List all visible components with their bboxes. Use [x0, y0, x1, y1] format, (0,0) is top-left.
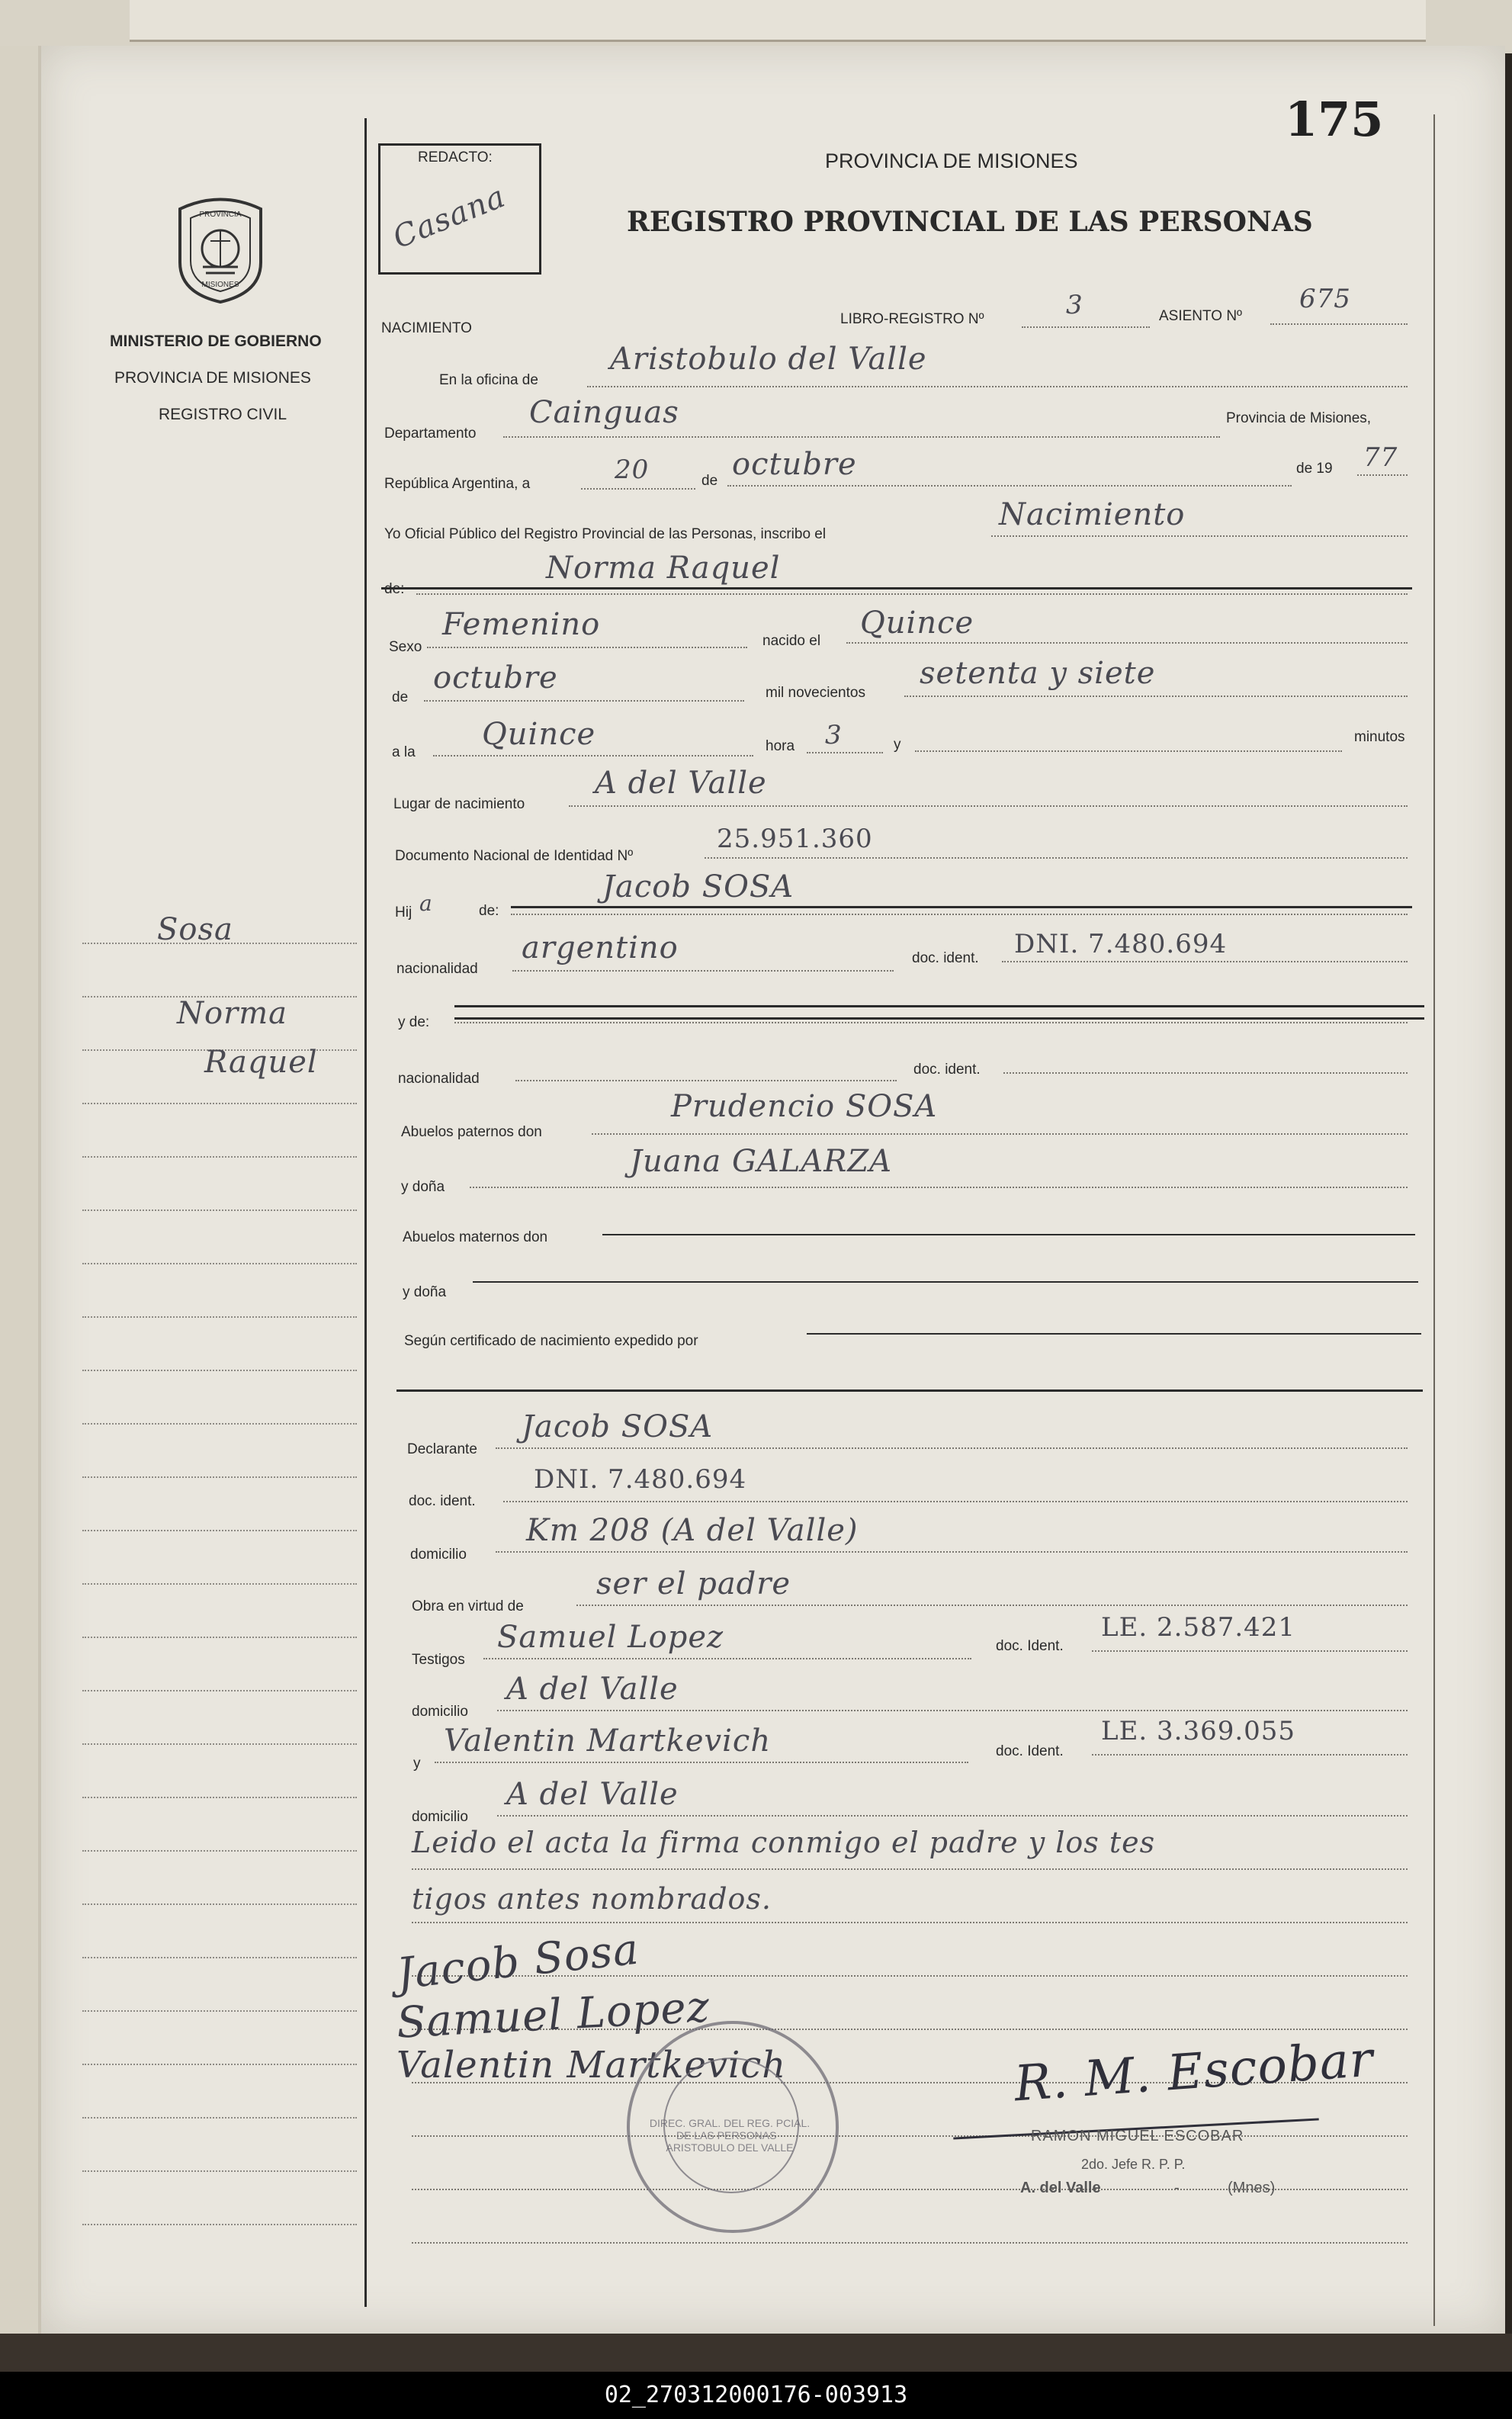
ab-pat-rule	[592, 1133, 1408, 1135]
declarante-value: Jacob SOSA	[522, 1409, 714, 1444]
official-name: RAMON MIGUEL ESCOBAR	[1031, 2128, 1244, 2144]
sexo-value: Femenino	[442, 607, 601, 642]
libro-rule	[1022, 326, 1150, 328]
obra-rule	[576, 1605, 1408, 1606]
padre-divider	[511, 906, 1412, 908]
margin-rule	[82, 1903, 357, 1905]
margin-note-surname: Sosa	[157, 912, 233, 947]
madre-rule	[454, 1022, 1408, 1023]
ministry-line-3: REGISTRO CIVIL	[159, 406, 287, 423]
margin-rule	[82, 1850, 357, 1852]
closing-line-1: Leido el acta la firma conmigo el padre y los tes	[412, 1826, 1156, 1859]
form-left-border	[364, 118, 367, 2307]
domicilio-rule	[496, 1551, 1408, 1553]
sexo-rule	[427, 647, 747, 648]
segun-label: Según certificado de nacimiento expedido por	[404, 1333, 698, 1349]
hijo-label: Hij	[395, 904, 413, 920]
section-divider-2	[396, 1389, 1423, 1392]
official-role: 2do. Jefe R. P. P.	[1081, 2157, 1186, 2172]
minutos-rule	[915, 750, 1342, 752]
minutos-label: minutos	[1354, 729, 1405, 745]
dni-rule	[705, 857, 1408, 859]
declarante-label: Declarante	[407, 1441, 477, 1457]
t2-doc-value: LE. 3.369.055	[1101, 1716, 1296, 1746]
signature-testigo-1: Samuel Lopez	[395, 1982, 711, 2048]
oficina-value: Aristobulo del Valle	[610, 342, 927, 377]
margin-rule	[82, 2117, 357, 2119]
testigo1-value: Samuel Lopez	[497, 1620, 724, 1655]
form-right-border	[1433, 114, 1435, 2326]
lugar-rule	[569, 805, 1408, 807]
ab-pat-dona-value: Juana GALARZA	[630, 1144, 893, 1179]
page-number: 175	[1285, 92, 1384, 147]
madre-divider-1	[454, 1005, 1424, 1007]
margin-rule	[82, 2064, 357, 2065]
nacido-label: nacido el	[762, 633, 821, 649]
province-seal-icon	[172, 194, 268, 305]
nac2-rule	[515, 1080, 897, 1081]
margin-rule	[82, 1743, 357, 1745]
t1-doc-label: doc. Ident.	[996, 1638, 1064, 1654]
signature-declarante: Jacob Sosa	[394, 1924, 642, 2000]
de2-label: de	[392, 689, 409, 705]
ala-label: a la	[392, 744, 416, 760]
declarante-rule	[496, 1447, 1408, 1449]
t1-doc-rule	[1092, 1650, 1408, 1652]
closing-rule-2	[412, 1922, 1408, 1923]
dni-value: 25.951.360	[717, 824, 873, 854]
inscribo-rule	[991, 535, 1408, 537]
padre-doc-value: DNI. 7.480.694	[1014, 929, 1228, 959]
inscribo-value: Nacimiento	[999, 497, 1186, 532]
anio-label: de 19	[1296, 461, 1333, 477]
margin-rule	[82, 1583, 357, 1585]
ministry-line-2: PROVINCIA DE MISIONES	[114, 369, 311, 387]
blank-rule	[412, 2242, 1408, 2244]
province-heading: PROVINCIA DE MISIONES	[825, 149, 1078, 172]
nacimiento-label: NACIMIENTO	[381, 320, 472, 336]
redacto-label: REDACTO:	[418, 149, 493, 165]
dom-t2-rule	[497, 1815, 1408, 1817]
margin-rule	[82, 1957, 357, 1958]
padre-doc-rule	[1002, 961, 1408, 962]
ydona-label: y doña	[401, 1179, 445, 1195]
lugar-value: A del Valle	[595, 766, 767, 801]
anio-rule	[1357, 474, 1408, 476]
official-province: (Mnes)	[1228, 2180, 1276, 2196]
oficina-rule	[587, 386, 1408, 387]
section-divider	[381, 587, 1412, 589]
dom-t1-value: A del Valle	[506, 1672, 679, 1707]
docident-label: doc. ident.	[912, 950, 979, 966]
lugar-label: Lugar de nacimiento	[393, 796, 525, 812]
oficina-label: En la oficina de	[439, 372, 538, 388]
decl-doc-rule	[503, 1501, 1408, 1502]
margin-rule	[82, 1210, 357, 1211]
dom-t2-label: domicilio	[412, 1809, 468, 1825]
asiento-label: ASIENTO Nº	[1159, 308, 1242, 324]
nombre-rule	[416, 593, 1408, 595]
svg-text:MISIONES: MISIONES	[201, 281, 239, 289]
dom-t1-label: domicilio	[412, 1704, 468, 1720]
margin-note-name-1: Norma	[177, 996, 287, 1031]
dom-t2-value: A del Valle	[506, 1777, 679, 1812]
book-bottom-edge	[0, 2334, 1512, 2372]
nac-label: nacionalidad	[396, 961, 478, 977]
oficial-label: Yo Oficial Público del Registro Provincial de las Personas, inscribo el	[384, 526, 827, 542]
ab-pat-label: Abuelos paternos don	[401, 1124, 542, 1140]
segun-rule	[807, 1333, 1421, 1335]
hora-rule	[807, 752, 883, 753]
margin-rule	[82, 1690, 357, 1691]
mes2-rule	[424, 700, 744, 702]
testigo2-rule	[435, 1762, 968, 1763]
docident2-label: doc. ident.	[913, 1062, 981, 1078]
margin-rule	[82, 2010, 357, 2012]
de-label: de	[701, 473, 718, 489]
republica-label: República Argentina, a	[384, 476, 531, 492]
testigo2-value: Valentin Martkevich	[444, 1723, 772, 1759]
svg-text:PROVINCIA: PROVINCIA	[199, 210, 242, 219]
margin-rule	[82, 1103, 357, 1104]
margin-rule	[82, 1530, 357, 1531]
y2-label: y	[413, 1756, 421, 1772]
mil-value: setenta y siete	[920, 656, 1156, 691]
mil-label: mil novecientos	[766, 685, 865, 701]
ab-mat-rule	[602, 1234, 1415, 1235]
decl-doc-value: DNI. 7.480.694	[534, 1464, 747, 1495]
ala-rule	[433, 755, 753, 757]
mil-rule	[904, 696, 1408, 697]
libro-label: LIBRO-REGISTRO Nº	[840, 311, 984, 327]
margin-rule	[82, 1637, 357, 1638]
libro-value: 3	[1066, 290, 1083, 320]
margin-rule	[82, 1797, 357, 1798]
t1-doc-value: LE. 2.587.421	[1101, 1612, 1296, 1643]
official-dash: -	[1174, 2180, 1180, 2196]
ministry-line-1: MINISTERIO DE GOBIERNO	[110, 332, 322, 350]
obra-value: ser el padre	[596, 1566, 791, 1601]
obra-label: Obra en virtud de	[412, 1598, 524, 1614]
decl-doc-label: doc. ident.	[409, 1493, 476, 1509]
padre-rule	[511, 914, 1408, 915]
book-spine-edge	[0, 46, 41, 2334]
blank-rule	[412, 2135, 1408, 2137]
margin-rule	[82, 1316, 357, 1318]
anio-value: 77	[1363, 442, 1398, 473]
margin-rule	[82, 1156, 357, 1158]
nacido-value: Quince	[860, 606, 974, 641]
registry-heading: REGISTRO PROVINCIAL DE LAS PERSONAS	[627, 206, 1313, 238]
dom-t1-rule	[497, 1710, 1408, 1711]
nac-value: argentino	[522, 930, 679, 965]
hijo-suffix: a	[419, 891, 433, 916]
ala-value: Quince	[482, 717, 596, 752]
y-label: y	[894, 737, 901, 753]
ab-pat-value: Prudencio SOSA	[671, 1089, 938, 1124]
closing-rule-1	[412, 1868, 1408, 1870]
official-place: A. del Valle	[1020, 2180, 1101, 2196]
official-signature: R. M. Escobar	[1012, 2031, 1376, 2113]
ab-pat-dona-rule	[470, 1187, 1408, 1188]
closing-line-2: tigos antes nombrados.	[412, 1882, 772, 1916]
mes-rule	[727, 485, 1292, 487]
mes2-value: octubre	[433, 660, 558, 696]
sexo-label: Sexo	[389, 639, 422, 655]
hijo-de-label: de:	[479, 903, 499, 919]
domicilio-value: Km 208 (A del Valle)	[526, 1513, 859, 1548]
margin-note-name-2: Raquel	[204, 1045, 318, 1080]
margin-rule	[82, 2170, 357, 2172]
nombre-value: Norma Raquel	[546, 551, 781, 586]
domicilio-label: domicilio	[410, 1547, 467, 1563]
ab-mat-dona-rule	[473, 1281, 1418, 1283]
departamento-label: Departamento	[384, 426, 477, 442]
provincia-label: Provincia de Misiones,	[1226, 410, 1372, 426]
asiento-rule	[1270, 323, 1408, 325]
mes-value: octubre	[732, 447, 857, 482]
nacido-rule	[846, 642, 1408, 644]
margin-rule	[82, 1263, 357, 1264]
register-page	[38, 46, 1505, 2334]
dia-value: 20	[615, 455, 650, 485]
redacto-value: Casana	[388, 178, 511, 256]
madre-divider-2	[454, 1017, 1424, 1020]
testigo1-rule	[483, 1658, 971, 1659]
nac-rule	[512, 970, 894, 972]
margin-rule	[82, 1423, 357, 1425]
margin-rule	[82, 1370, 357, 1371]
padre-value: Jacob SOSA	[602, 869, 795, 904]
image-caption: 02_270312000176-003913	[0, 2372, 1512, 2419]
ydona2-label: y doña	[403, 1284, 447, 1300]
ab-mat-label: Abuelos maternos don	[403, 1229, 548, 1245]
departamento-rule	[503, 436, 1220, 438]
dni-label: Documento Nacional de Identidad Nº	[395, 848, 634, 864]
madre-doc-rule	[1003, 1072, 1408, 1074]
asiento-value: 675	[1299, 284, 1351, 314]
margin-rule	[82, 1476, 357, 1478]
nac2-label: nacionalidad	[398, 1071, 480, 1087]
de-nombre-label: de:	[384, 581, 405, 597]
testigos-label: Testigos	[412, 1652, 465, 1668]
margin-rule	[82, 2224, 357, 2225]
dia-rule	[581, 488, 695, 490]
hora-label: hora	[766, 738, 795, 754]
departamento-value: Cainguas	[529, 395, 679, 430]
signature-testigo-2: Valentin Martkevich	[396, 2044, 787, 2087]
stamp-text: DIREC. GRAL. DEL REG. PCIAL. DE LAS PERSONAS · ARISTOBULO DEL VALLE	[649, 2117, 811, 2154]
yde-label: y de:	[398, 1014, 430, 1030]
t2-doc-rule	[1092, 1754, 1408, 1756]
t2-doc-label: doc. Ident.	[996, 1743, 1064, 1759]
hora-value: 3	[825, 720, 843, 750]
